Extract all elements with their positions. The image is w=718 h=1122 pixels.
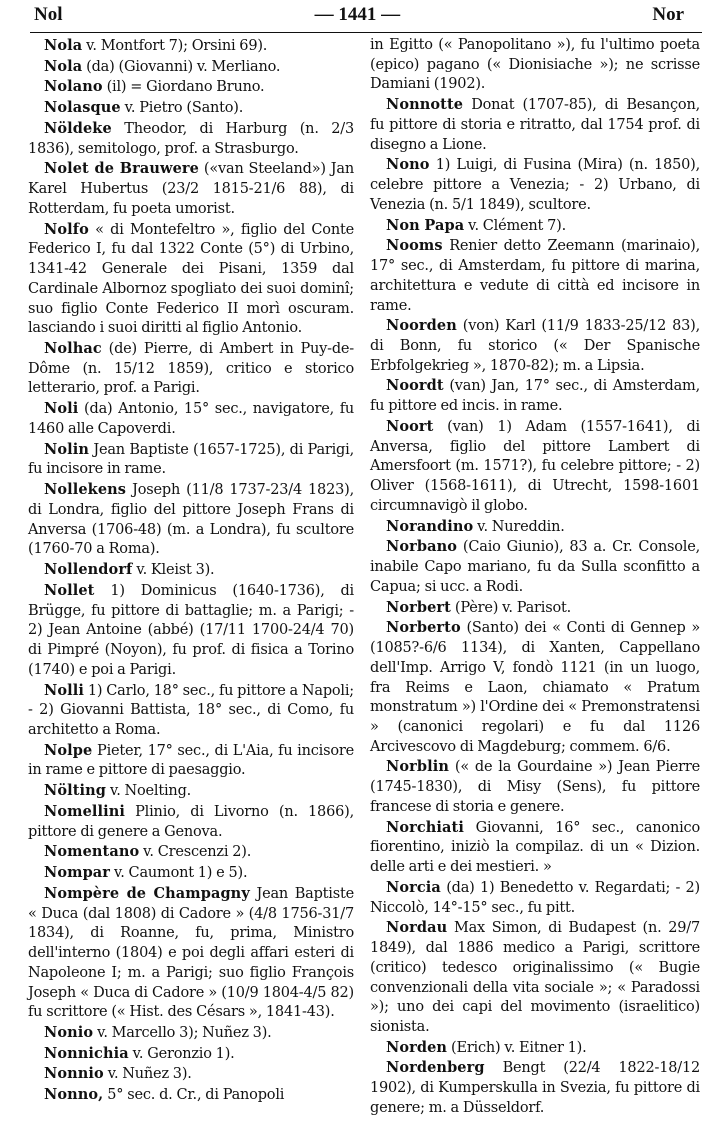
dictionary-entry [370,818,700,878]
entry-text: 1) Luigi, di Fusina (Mira) (n. 1850), celebre pittore a Venezia; - 2) Urbano, di Venezia (n. 5/1 1849), scultore. [370,157,700,213]
entry-headword: Norberto [386,619,461,637]
dictionary-entry [28,36,354,57]
entry-headword: Nonno, [44,1086,104,1104]
dictionary-entry [370,36,700,95]
dictionary-entry [370,618,700,757]
dictionary-entry [370,376,700,416]
entry-headword: Nonnotte [386,96,464,114]
right-column [370,36,700,1122]
dictionary-entry [28,98,354,119]
header-left-guide-word: Nol [34,4,63,25]
entry-headword: Nordau [386,919,448,937]
entry-headword: Nooms [386,237,443,255]
entry-text: Max Simon, di Budapest (n. 29/7 1849), dal 1886 medico a Parigi, scrittore (critico) tedesco originalissimo (« Bugie convenzionali della vita sociale »; « Paradossi »); uno dei capi del movimento (israelitico) sionista. [370,920,700,1035]
entry-headword: Nonio [44,1023,94,1041]
entry-text: (von) Karl (11/9 1833-25/12 83), di Bonn, fu storico (« Der Spanische Erbfolgekrieg », 1870-82); m. a Lipsia. [370,318,700,374]
entry-text: («van Steeland») Jan Karel Hubertus (23/2 1815-21/6 88), di Rotterdam, fu poeta umorist. [28,161,355,217]
dictionary-entry [370,155,700,215]
entry-headword: Norbert [386,598,451,616]
entry-headword: Nolano [44,78,103,96]
entry-text: Bengt (22/4 1822-18/12 1902), di Kumperskulla in Svezia, fu pittore di genere; m. a Düsseldorf. [370,1060,700,1116]
header-right-guide-word: Nor [652,4,684,25]
dictionary-entry [28,440,354,480]
entry-text: (van) Jan, 17° sec., di Amsterdam, fu pittore ed incis. in rame. [370,378,700,415]
entry-headword: Nolli [44,681,84,699]
entry-text: (« de la Gourdaine ») Jean Pierre (1745-1830), di Misy (Sens), fu pittore francese di storia e genere. [370,759,700,815]
entry-text: in Egitto (« Panopolitano »), fu l'ultimo poeta (epico) pagano (« Dionisiache »); ne scrisse Damiani (1902). [370,37,700,93]
dictionary-entry [370,95,700,155]
dictionary-entry [370,537,700,597]
entry-text: v. Noelting. [106,783,192,800]
dictionary-entry [28,480,354,560]
entry-headword: Norbano [386,538,458,556]
dictionary-entry [28,863,354,884]
entry-text: 1) Dominicus (1640-1736), di Brügge, fu pittore di battaglie; m. a Parigi; - 2) Jean Antoine (abbé) (17/11 1700-24/4 70) di Pimpré (Noyon), fu prof. di fisica a Torino (1740) e poi a Parigi. [28,582,354,678]
entry-text: (da) Antonio, 15° sec., navigatore, fu 1460 alle Capoverdi. [28,401,354,437]
dictionary-entry [370,216,700,237]
entry-headword: Nola [44,37,83,54]
entry-text: v. Caumont 1) e 5). [110,865,248,882]
entry-headword: Norcia [386,878,441,896]
entry-headword: Nollekens [44,481,127,499]
header-page-number: — 1441 — [314,4,401,25]
entry-text: Donat (1707-85), di Besançon, fu pittore di storia e ritratto, dal 1754 prof. di disegno a Lione. [370,97,700,153]
entry-headword: Nomentano [44,843,140,861]
entry-headword: Nöldeke [44,119,112,137]
entry-headword: Nollendorf [44,561,133,579]
entry-text: (van) 1) Adam (1557-1641), di Anversa, figlio del pittore Lambert di Amersfoort (m. 1571?), fu celebre pittore; - 2) Oliver (1568-1611), di Utrecht, 1598-1601 circumnavigò il globo. [370,418,700,514]
dictionary-entry [28,1085,354,1106]
dictionary-entry [370,417,700,517]
left-column [28,36,354,1122]
entry-headword: Noort [386,417,434,435]
entry-text: (de) Pierre, di Ambert in Puy-de-Dôme (n. 15/12 1859), critico e storico letterario, prof. a Parigi. [28,341,354,397]
dictionary-entry [370,918,700,1037]
dictionary-entry [370,517,700,538]
dictionary-entry [28,220,354,339]
entry-headword: Nolpe [44,741,93,759]
dictionary-entry [28,77,354,98]
entry-headword: Norchiati [386,818,464,836]
entry-headword: Nolasque [44,99,121,117]
dictionary-entry [370,316,700,376]
dictionary-entry [28,57,354,78]
entry-text: Theodor, di Harburg (n. 2/3 1836), semitologo, prof. a Strasburgo. [28,120,354,157]
entry-headword: Nola [44,57,83,75]
entry-headword: Noli [44,400,79,418]
dictionary-entry [28,159,354,219]
entry-headword: Non Papa [386,216,465,234]
entry-text: v. Kleist 3). [132,562,215,579]
dictionary-entry [28,741,354,781]
entry-headword: Nomellini [44,802,125,820]
entry-headword: Norandino [386,517,474,535]
entry-text: Renier detto Zeemann (marinaio), 17° sec., di Amsterdam, fu pittore di marina, architettura e vedute di città ed incisore in rame. [370,238,700,314]
dictionary-entry [370,878,700,918]
page-header [34,4,684,26]
dictionary-entry [28,339,354,399]
entry-headword: Norden [386,1038,448,1056]
entry-text: (da) (Giovanni) v. Merliano. [82,58,281,75]
entry-text: Jean Baptiste (1657-1725), di Parigi, fu incisore in rame. [28,441,354,478]
entry-headword: Nölting [44,782,107,800]
entry-text: Plinio, di Livorno (n. 1866), pittore di genere a Genova. [28,803,354,840]
entry-text: « di Montefeltro », figlio del Conte Federico I, fu dal 1322 Conte (5°) di Urbino, 1341-42 Generale dei Pisani, 1359 dal Cardinale Albornoz spogliato dei suoi dominî; suo figlio Conte Federico II morì oscuram. lasciando i suoi diritti al figlio Antonio. [28,221,354,337]
entry-headword: Nollet [44,581,95,599]
dictionary-entry [28,681,354,741]
entry-headword: Norblin [386,758,449,776]
entry-text: v. Marcello 3); Nuñez 3). [93,1024,272,1041]
dictionary-entry [28,884,354,1023]
dictionary-entry [28,1023,354,1044]
entry-text: (il) = Giordano Bruno. [102,79,265,96]
entry-text: Jean Baptiste « Duca (dal 1808) di Cadore » (4/8 1756-31/7 1834), di Roanne, fu, prima, Ministro dell'interno (1804) e poi degli affari esteri di Napoleone I; m. a Parigi; suo figlio François Joseph « Duca di Cadore » (10/9 1804-4/5 82) fu scrittore (« Hist. des Césars », 1841-43). [28,885,354,1021]
dictionary-entry [370,236,700,316]
entry-text: v. Clément 7). [464,217,566,234]
entry-text: v. Pietro (Santo). [120,100,244,117]
entry-headword: Noorden [386,317,457,335]
dictionary-entry [370,757,700,817]
dictionary-entry [28,399,354,439]
dictionary-entry [28,842,354,863]
dictionary-entry [28,560,354,581]
header-rule [30,32,702,33]
dictionary-entry [370,1038,700,1059]
entry-headword: Nompère de Champagny [44,884,250,902]
dictionary-entry [28,581,354,681]
entry-text: Pieter, 17° sec., di L'Aia, fu incisore in rame e pittore di paesaggio. [28,742,354,779]
entry-text: 5° sec. d. Cr., di Panopoli [103,1087,285,1104]
entry-text: 1) Carlo, 18° sec., fu pittore a Napoli; - 2) Giovanni Battista, 18° sec., di Como, fu architetto a Roma. [28,682,354,738]
entry-text: (Caio Giunio), 83 a. Cr. Console, inabile Capo mariano, fu da Sulla sconfitto a Capua; si ucc. a Rodi. [370,539,700,595]
entry-text: (Santo) dei « Conti di Gennep » (1085?-6/6 1134), di Xanten, Cappellano dell'Imp. Arrigo V, fondò 1121 (in un luogo, fra Reims e Laon, chiamato « Pratum monstratum ») l'Ordine dei « Premonstratensi » (canonici regolari) e fu dal 1126 Arcivescovo di Magdeburg; commem. 6/6. [370,620,700,755]
dictionary-entry [28,119,354,159]
entry-headword: Nono [386,156,430,174]
entry-headword: Nonnichia [44,1044,129,1062]
entry-headword: Nolin [44,440,89,458]
entry-headword: Nolet de Brauwere [44,160,199,178]
dictionary-entry [28,1044,354,1065]
dictionary-entry [28,802,354,842]
entry-text: (Erich) v. Eitner 1). [447,1039,587,1056]
entry-headword: Nonnio [44,1065,104,1083]
entry-text: v. Nuñez 3). [103,1066,192,1083]
dictionary-entry [28,781,354,802]
entry-text: v. Nureddin. [473,518,565,535]
dictionary-entry [370,598,700,619]
entry-text: v. Geronzio 1). [128,1045,235,1062]
entry-text: (Père) v. Parisot. [450,599,572,616]
entry-headword: Nompar [44,864,111,882]
entry-text: (da) 1) Benedetto v. Regardati; - 2) Niccolò, 14°-15° sec., fu pitt. [370,879,700,916]
dictionary-entry [28,1064,354,1085]
entry-text: Joseph (11/8 1737-23/4 1823), di Londra, figlio del pittore Joseph Frans di Anversa (1706-48) (m. a Londra), fu scultore (1760-70 a Roma). [28,482,354,558]
entry-text: v. Crescenzi 2). [139,844,252,861]
entry-headword: Nolhac [44,340,102,358]
entry-text: v. Montfort 7); Orsini 69). [82,38,268,54]
entry-headword: Nordenberg [386,1059,485,1077]
entry-headword: Noordt [386,377,444,395]
dictionary-entry [370,1058,700,1118]
entry-text: Giovanni, 16° sec., canonico fiorentino, iniziò la compilaz. di un « Dizion. delle arti e dei mestieri. » [370,819,700,876]
entry-headword: Nolfo [44,220,89,238]
